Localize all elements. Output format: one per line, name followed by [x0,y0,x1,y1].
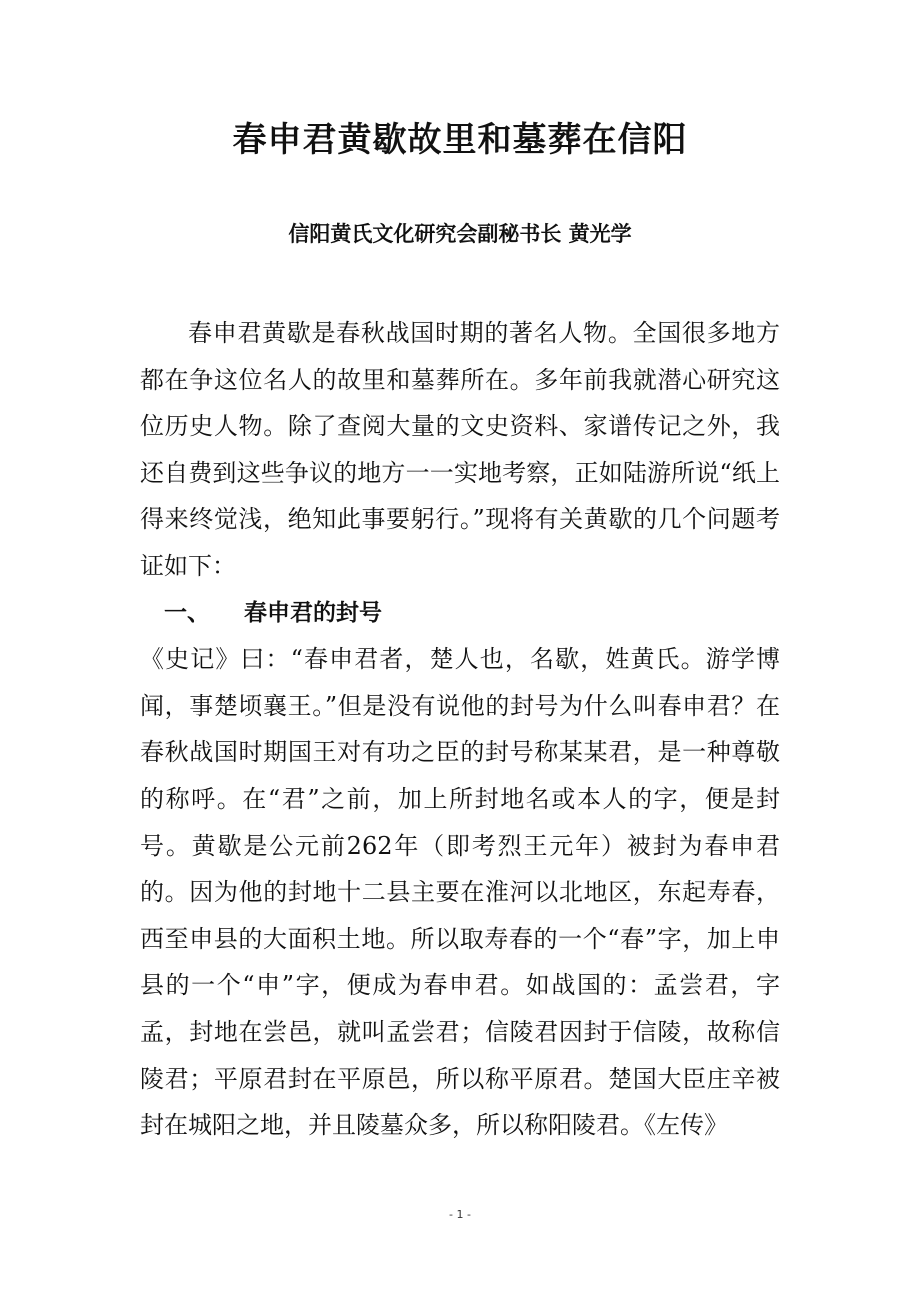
section-number: 一、 [164,599,210,626]
section-title: 春申君的封号 [244,599,382,626]
intro-paragraph: 春申君黄歇是春秋战国时期的著名人物。全国很多地方都在争这位名人的故里和墓葬所在。多年前我就潜心研究这位历史人物。除了查阅大量的文史资料、家谱传记之外，我还自费到这些争议的地方一一实地考察，正如陆游所说“纸上得来终觉浅，绝知此事要躬行。”现将有关黄歇的几个问题考证如下： [140,319,780,580]
document-title: 春申君黄歇故里和墓葬在信阳 [232,120,688,160]
section-heading [140,590,780,637]
body-paragraph: 《史记》曰：“春申君者，楚人也，名歇，姓黄氏。游学博闻，事楚顷襄王。”但是没有说他的封号为什么叫春申君？在春秋战国时期国王对有功之臣的封号称某某君，是一种尊敬的称呼。在“君”之前，加上所封地名或本人的字，便是封号。黄歇是公元前262年（即考烈王元年）被封为春申君的。因为他的封地十二县主要在淮河以北地区，东起寿春，西至申县的大面积土地。所以取寿春的一个“春”字，加上申县的一个“申”字，便成为春申君。如战国的：孟尝君，字孟，封地在尝邑，就叫孟尝君；信陵君因封于信陵，故称信陵君；平原君封在平原邑，所以称平原君。楚国大臣庄辛被封在城阳之地，并且陵墓众多，所以称阳陵君。《左传》 [140,645,780,1140]
page-number: - 1 - [449,1208,471,1221]
document-body [140,310,780,1149]
author-line: 信阳黄氏文化研究会副秘书长 黄光学 [288,222,632,246]
